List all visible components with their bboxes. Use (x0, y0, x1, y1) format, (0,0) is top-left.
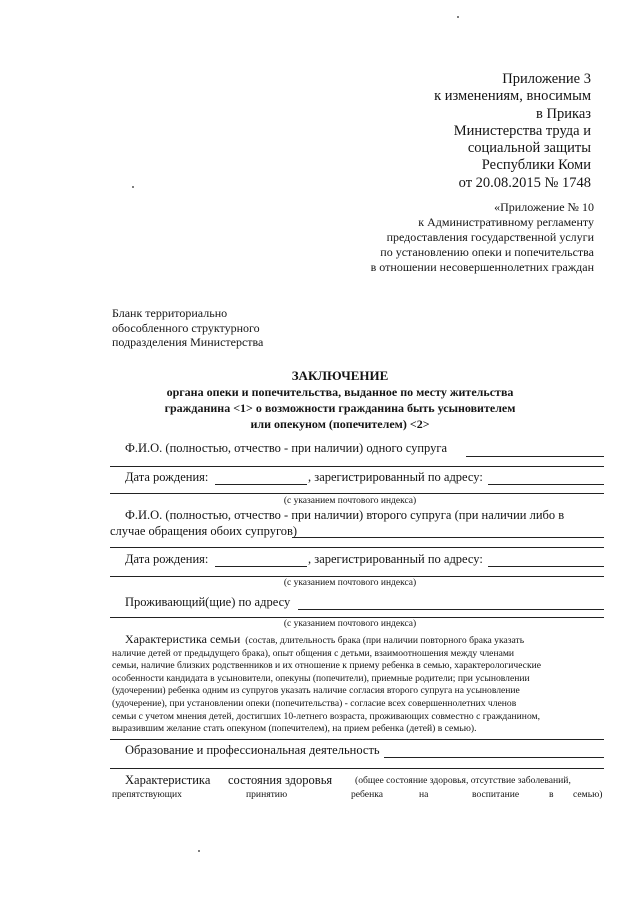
scan-speck (132, 186, 134, 188)
health-hint: в (549, 789, 554, 800)
fio-second-spouse-field[interactable] (292, 537, 604, 538)
residing-address-label: Проживающий(щие) по адресу (125, 595, 291, 609)
family-characteristics-hint: выразившим желание стать опекуном (попечителем), на прием ребенка (детей) в семью). (112, 723, 477, 735)
appendix-10-line: «Приложение № 10 (494, 200, 594, 214)
family-characteristics-heading: Характеристика семьи (125, 632, 241, 646)
appendix-3-line: от 20.08.2015 № 1748 (458, 174, 591, 191)
family-characteristics-hint: семьи с учетом мнения детей, достигших 10-летнего возраста, проживающих совместно с гражданином, (112, 710, 541, 722)
residing-address-field[interactable] (298, 609, 604, 610)
birth-date-label: Дата рождения: (125, 552, 209, 566)
title-line: органа опеки и попечительства, выданное по месту жительства (166, 385, 514, 399)
education-field-line2[interactable] (110, 768, 604, 769)
family-characteristics-hint: семьи, наличие близких родственников и их отношение к приему ребенка в семью, характерологические (112, 660, 541, 672)
appendix-3-line: Министерства труда и (453, 122, 591, 139)
health-hint: препятствующих (112, 789, 182, 800)
family-characteristics-field[interactable] (110, 739, 604, 740)
blank-line: Бланк территориально (112, 306, 228, 320)
fio-first-spouse-field[interactable] (466, 456, 604, 457)
appendix-3-line: в Приказ (536, 105, 591, 122)
title-line: или опекуном (попечителем) <2> (250, 417, 430, 431)
registered-address-label: , зарегистрированный по адресу: (308, 552, 483, 566)
health-hint: принятию (246, 789, 288, 800)
family-characteristics-hint: наличие детей от предыдущего брака), опыт общения с детьми, взаимоотношения между членами (112, 647, 515, 659)
registered-address-field[interactable] (488, 566, 604, 567)
education-field[interactable] (384, 757, 604, 758)
birth-date-field[interactable] (215, 566, 307, 567)
appendix-3-line: социальной защиты (467, 140, 591, 157)
postal-index-note: (с указанием почтового индекса) (283, 578, 417, 588)
fio-first-spouse-label: Ф.И.О. (полностью, отчество - при наличии) одного супруга (125, 441, 448, 455)
health-hint: ребенка (351, 789, 383, 800)
appendix-10-line: в отношении несовершеннолетних граждан (370, 260, 594, 274)
appendix-10-block (371, 200, 594, 275)
birth-date-label: Дата рождения: (125, 470, 209, 484)
scan-speck (198, 850, 200, 852)
appendix-3-line: Республики Коми (481, 157, 591, 174)
health-hint: на (419, 789, 429, 800)
family-characteristics-hint: (удочерении) ребенка одним из супругов указать наличие согласия второго супруга на усыновление (112, 685, 520, 697)
registered-address-field[interactable] (488, 484, 604, 485)
postal-index-note: (с указанием почтового индекса) (283, 496, 417, 506)
appendix-3-block (434, 71, 591, 192)
appendix-10-line: по установлению опеки и попечительства (380, 245, 594, 259)
appendix-3-line: Приложение 3 (502, 71, 591, 87)
birth-date-field[interactable] (215, 484, 307, 485)
registered-address-field-line2[interactable] (110, 493, 604, 494)
blank-line: обособленного структурного (112, 320, 260, 335)
document-title (60, 367, 620, 432)
postal-index-note: (с указанием почтового индекса) (283, 619, 417, 629)
health-hint: воспитание (472, 789, 520, 800)
title-main: ЗАКЛЮЧЕНИЕ (291, 368, 389, 383)
title-line: гражданина <1> о возможности гражданина быть усыновителем (164, 401, 516, 415)
blank-line: подразделения Министерства (112, 335, 264, 349)
appendix-10-line: к Административному регламенту (418, 215, 594, 229)
scan-speck (457, 16, 459, 18)
registered-address-field-line2[interactable] (110, 576, 604, 577)
health-hint: семью) (573, 789, 603, 800)
appendix-3-line: к изменениям, вносимым (434, 88, 591, 105)
fio-second-spouse-label-cont: случае обращения обоих супругов) (110, 524, 298, 538)
health-hint: (общее состояние здоровья, отсутствие заболеваний, (355, 775, 571, 786)
education-label: Образование и профессиональная деятельность (125, 743, 380, 757)
family-characteristics-block (112, 633, 604, 736)
family-characteristics-hint: особенности кандидата в усыновители, опекуны (попечители), приемные родители; при усыновлении (112, 672, 530, 684)
registered-address-label: , зарегистрированный по адресу: (308, 470, 483, 484)
fio-first-spouse-field-line2[interactable] (110, 466, 604, 467)
fio-second-spouse-field-line2[interactable] (110, 547, 604, 548)
family-characteristics-hint: (удочерение), при установлении опеки (попечительства) - согласие всех совершеннолетних членов (112, 697, 517, 709)
appendix-10-line: предоставления государственной услуги (386, 230, 594, 244)
blank-block (112, 306, 263, 350)
fio-second-spouse-label: Ф.И.О. (полностью, отчество - при наличии) второго супруга (при наличии либо в (125, 508, 565, 522)
health-heading-cont: состояния здоровья (228, 773, 333, 787)
health-heading: Характеристика (125, 773, 211, 787)
residing-address-field-line2[interactable] (110, 617, 604, 618)
family-characteristics-hint: (состав, длительность брака (при наличии повторного брака указать (245, 635, 525, 646)
